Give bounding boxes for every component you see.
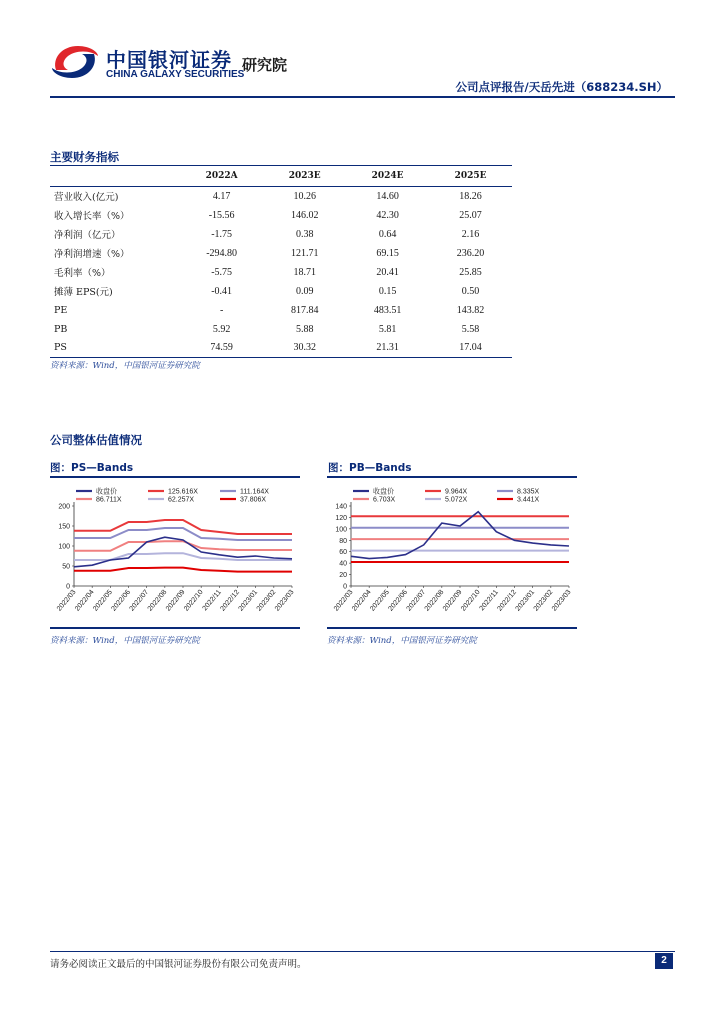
- table-header-cell: 2024E: [346, 166, 429, 187]
- x-tick-label: 2022/05: [92, 588, 114, 613]
- table-cell: 5.92: [212, 323, 231, 335]
- chart-top-rule: [50, 476, 300, 478]
- table-cell: 121.71: [290, 247, 319, 259]
- table-cell: 17.04: [429, 339, 512, 358]
- y-tick-label: 60: [339, 549, 347, 557]
- x-tick-label: 2022/06: [387, 588, 410, 613]
- y-tick-label: 140: [335, 503, 347, 511]
- table-cell: -5.75: [211, 266, 233, 278]
- x-tick-label: 2022/05: [369, 588, 391, 613]
- table-cell: 69.15: [376, 247, 399, 259]
- row-label: 毛利率（%）: [54, 268, 111, 279]
- x-tick-label: 2022/10: [460, 588, 482, 613]
- research-institute-label: 研究院: [242, 56, 288, 74]
- table-cell: 25.07: [459, 209, 482, 221]
- table-header-row: [50, 166, 512, 187]
- x-tick-label: 2022/06: [110, 588, 133, 613]
- row-label: 营业收入(亿元): [54, 192, 119, 204]
- pb-bands-chart-title: 图：PB—Bands: [328, 462, 412, 474]
- x-tick-label: 2023/03: [273, 588, 296, 613]
- table-cell: 30.32: [263, 339, 346, 358]
- ps-chart-source-note: 资料来源：Wind，中国银河证券研究院: [50, 636, 200, 646]
- x-tick-label: 2022/04: [74, 588, 96, 613]
- y-tick-label: 50: [62, 563, 70, 571]
- table-cell: 2.16: [461, 228, 480, 240]
- x-tick-label: 2022/12: [496, 588, 519, 613]
- table-header-cell: 2023E: [263, 166, 346, 187]
- row-label: 收入增长率（%）: [54, 211, 130, 222]
- table-row: [50, 187, 512, 206]
- y-tick-label: 20: [339, 572, 347, 580]
- legend-label: 86.711X: [96, 496, 122, 504]
- legend-label: 收盘价: [96, 488, 117, 496]
- header-divider: [50, 96, 675, 98]
- chart-bottom-rule: [327, 627, 577, 629]
- x-tick-label: 2023/02: [255, 588, 278, 613]
- chart-top-rule: [327, 476, 577, 478]
- x-tick-label: 2023/01: [514, 588, 537, 613]
- legend-label: 收盘价: [373, 488, 394, 496]
- table-cell: 42.30: [376, 209, 399, 221]
- y-tick-label: 0: [343, 583, 347, 591]
- y-tick-label: 120: [335, 514, 347, 522]
- table-cell: 5.81: [378, 323, 397, 335]
- table-cell: 14.60: [376, 190, 399, 202]
- table-cell: 25.85: [459, 266, 482, 278]
- table-cell: -1.75: [211, 228, 233, 240]
- legend-label: 62.257X: [168, 496, 195, 504]
- table-cell: 0.50: [461, 285, 480, 297]
- galaxy-logo-icon: [50, 40, 100, 84]
- x-tick-label: 2023/03: [550, 588, 573, 613]
- y-tick-label: 0: [66, 583, 70, 591]
- logo-chinese-name: 中国银河证券: [106, 48, 232, 72]
- financials-section-title: 主要财务指标: [50, 150, 119, 164]
- table-cell: -294.80: [206, 247, 238, 259]
- table-row: [50, 282, 512, 301]
- ps-bands-chart-title: 图：PS—Bands: [50, 462, 134, 474]
- valuation-section-title: 公司整体估值情况: [50, 433, 142, 447]
- x-tick-label: 2022/09: [441, 588, 464, 613]
- table-row: [50, 263, 512, 282]
- table-row: [50, 225, 512, 244]
- legend-label: 37.806X: [240, 496, 267, 504]
- legend-label: 111.164X: [240, 488, 269, 496]
- y-tick-label: 200: [58, 503, 70, 511]
- table-row: [50, 206, 512, 225]
- footer-divider: [50, 951, 675, 952]
- table-cell: 236.20: [456, 247, 485, 259]
- legend-label: 125.616X: [168, 488, 198, 496]
- table-cell: -0.41: [211, 285, 233, 297]
- row-label: PS: [50, 339, 180, 358]
- y-tick-label: 80: [339, 537, 347, 545]
- x-tick-label: 2022/11: [201, 588, 223, 613]
- table-cell: 483.51: [373, 304, 402, 316]
- legend-label: 3.441X: [517, 496, 540, 504]
- report-title: 公司点评报告/天岳先进（688234.SH）: [455, 80, 668, 94]
- table-cell: 146.02: [290, 209, 319, 221]
- x-tick-label: 2022/03: [55, 588, 78, 613]
- x-tick-label: 2022/08: [146, 588, 169, 613]
- table-cell: 0.15: [378, 285, 397, 297]
- table-row: [50, 244, 512, 263]
- x-tick-label: 2022/08: [423, 588, 446, 613]
- series-line-3: [74, 541, 292, 551]
- table-cell: -: [219, 304, 224, 316]
- legend-label: 8.335X: [517, 488, 540, 496]
- table-row: [50, 320, 512, 339]
- x-tick-label: 2022/12: [219, 588, 242, 613]
- x-tick-label: 2022/07: [128, 588, 151, 613]
- table-cell: 10.26: [293, 190, 316, 202]
- x-tick-label: 2023/02: [532, 588, 555, 613]
- table-cell: 817.84: [290, 304, 319, 316]
- row-label: 摊薄 EPS(元): [54, 287, 113, 298]
- table-cell: 5.88: [295, 323, 314, 335]
- table-header-cell: [50, 166, 180, 187]
- y-tick-label: 150: [58, 523, 70, 531]
- table-row: [50, 301, 512, 320]
- x-tick-label: 2022/03: [332, 588, 355, 613]
- table-cell: 4.17: [212, 190, 231, 202]
- series-line-5: [74, 568, 292, 572]
- table-cell: 0.09: [295, 285, 314, 297]
- table-cell: 21.31: [346, 339, 429, 358]
- table-cell: 18.26: [459, 190, 482, 202]
- disclaimer-text: 请务必阅读正文最后的中国银河证券股份有限公司免责声明。: [50, 959, 307, 970]
- table-row: [50, 339, 512, 358]
- table-cell: 20.41: [376, 266, 399, 278]
- table-cell: 0.38: [295, 228, 314, 240]
- page-number: 2: [655, 953, 673, 969]
- financials-source-note: 资料来源：Wind，中国银河证券研究院: [50, 361, 200, 371]
- row-label: PB: [54, 323, 68, 335]
- x-tick-label: 2022/11: [478, 588, 500, 613]
- table-cell: 18.71: [293, 266, 316, 278]
- table-cell: 0.64: [378, 228, 397, 240]
- legend-label: 9.964X: [445, 488, 468, 496]
- chart-bottom-rule: [50, 627, 300, 629]
- ps-bands-chart: [50, 480, 300, 626]
- table-header-cell: 2022A: [180, 166, 263, 187]
- table-cell: 74.59: [180, 339, 263, 358]
- pb-chart-source-note: 资料来源：Wind，中国银河证券研究院: [327, 636, 477, 646]
- x-tick-label: 2022/10: [183, 588, 205, 613]
- y-tick-label: 40: [339, 560, 347, 568]
- legend-label: 6.703X: [373, 496, 396, 504]
- table-header-cell: 2025E: [429, 166, 512, 187]
- row-label: PE: [54, 304, 68, 316]
- table-cell: -15.56: [208, 209, 235, 221]
- x-tick-label: 2022/04: [351, 588, 373, 613]
- x-tick-label: 2023/01: [237, 588, 260, 613]
- y-tick-label: 100: [335, 526, 347, 534]
- logo-english-name: CHINA GALAXY SECURITIES: [106, 69, 245, 80]
- row-label: 净利润增速（%）: [54, 249, 130, 260]
- y-tick-label: 100: [58, 543, 70, 551]
- x-tick-label: 2022/09: [164, 588, 187, 613]
- table-cell: 143.82: [456, 304, 485, 316]
- row-label: 净利润（亿元）: [54, 230, 121, 241]
- table-cell: 5.58: [461, 323, 480, 335]
- legend-label: 5.072X: [445, 496, 468, 504]
- x-tick-label: 2022/07: [405, 588, 428, 613]
- pb-bands-chart: [327, 480, 577, 626]
- financials-table: [50, 165, 512, 358]
